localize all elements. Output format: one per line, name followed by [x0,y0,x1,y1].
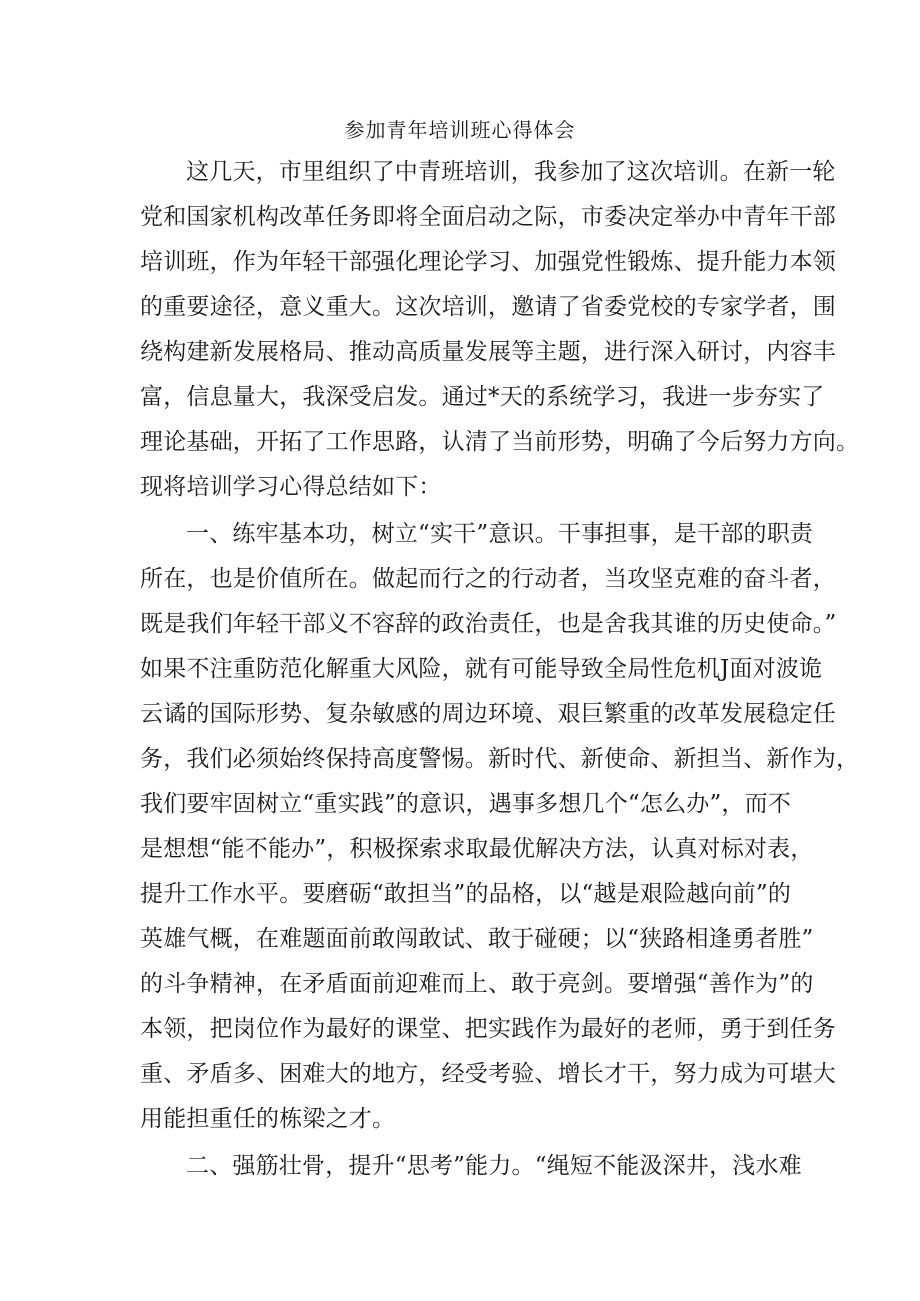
paragraph-line: 理论基础，开拓了工作思路，认清了当前形势，明确了今后努力方向。 [140,429,860,455]
paragraph-line: 这几天，市里组织了中青班培训，我参加了这次培训。在新一轮 [186,159,836,185]
paragraph-line: 的重要途径，意义重大。这次培训，邀请了省委党校的专家学者，围 [140,294,836,320]
paragraph-line: 云谲的国际形势、复杂敏感的周边环境、艰巨繁重的改革发展稳定任 [140,701,836,727]
document-title: 参加青年培训班心得体会 [344,118,576,142]
paragraph-line: 富，信息量大，我深受启发。通过*天的系统学习，我进一步夯实了 [140,384,825,410]
paragraph-line: 用能担重任的栋梁之才。 [140,1106,396,1132]
paragraph-line: 培训班，作为年轻干部强化理论学习、加强党性锻炼、提升能力本领 [140,249,836,275]
paragraph-line: 我们要牢固树立“重实践”的意识，遇事多想几个“怎么办”，而不 [140,791,792,817]
paragraph-line: 是想想“能不能办”，积极探索求取最优解决方法，认真对标对表， [140,836,814,862]
paragraph-line: 如果不注重防范化解重大风险，就有可能导致全局性危机J面对波诡 [140,656,823,682]
paragraph-line: 的斗争精神，在矛盾面前迎难而上、敢于亮剑。要增强“善作为”的 [140,971,814,997]
paragraph-line: 二、强筋壮骨，提升“思考”能力。“绳短不能汲深井，浅水难 [186,1153,802,1179]
paragraph-line: 所在，也是价值所在。做起而行之的行动者，当攻坚克难的奋斗者， [140,566,836,592]
paragraph-line: 党和国家机构改革任务即将全面启动之际，市委决定举办中青年干部 [140,204,836,230]
paragraph-line: 本领，把岗位作为最好的课堂、把实践作为最好的老师，勇于到任务 [140,1016,836,1042]
paragraph-line: 提升工作水平。要磨砺“敢担当”的品格，以“越是艰险越向前”的 [140,881,792,907]
paragraph-line: 一、练牢基本功，树立“实干”意识。干事担事，是干部的职责 [186,521,814,547]
paragraph-line: 绕构建新发展格局、推动高质量发展等主题，进行深入研讨，内容丰 [140,339,836,365]
paragraph-line: 务，我们必须始终保持高度警惕。新时代、新使命、新担当、新作为， [140,746,860,772]
paragraph-line: 重、矛盾多、困难大的地方，经受考验、增长才干，努力成为可堪大 [140,1061,836,1087]
paragraph-line: 英雄气概，在难题面前敢闯敢试、敢于碰硬；以“狭路相逢勇者胜” [140,926,814,952]
paragraph-line: 既是我们年轻干部义不容辞的政治责任，也是舍我其谁的历史使命。” [140,611,837,637]
paragraph-line: 现将培训学习心得总结如下： [140,474,442,500]
